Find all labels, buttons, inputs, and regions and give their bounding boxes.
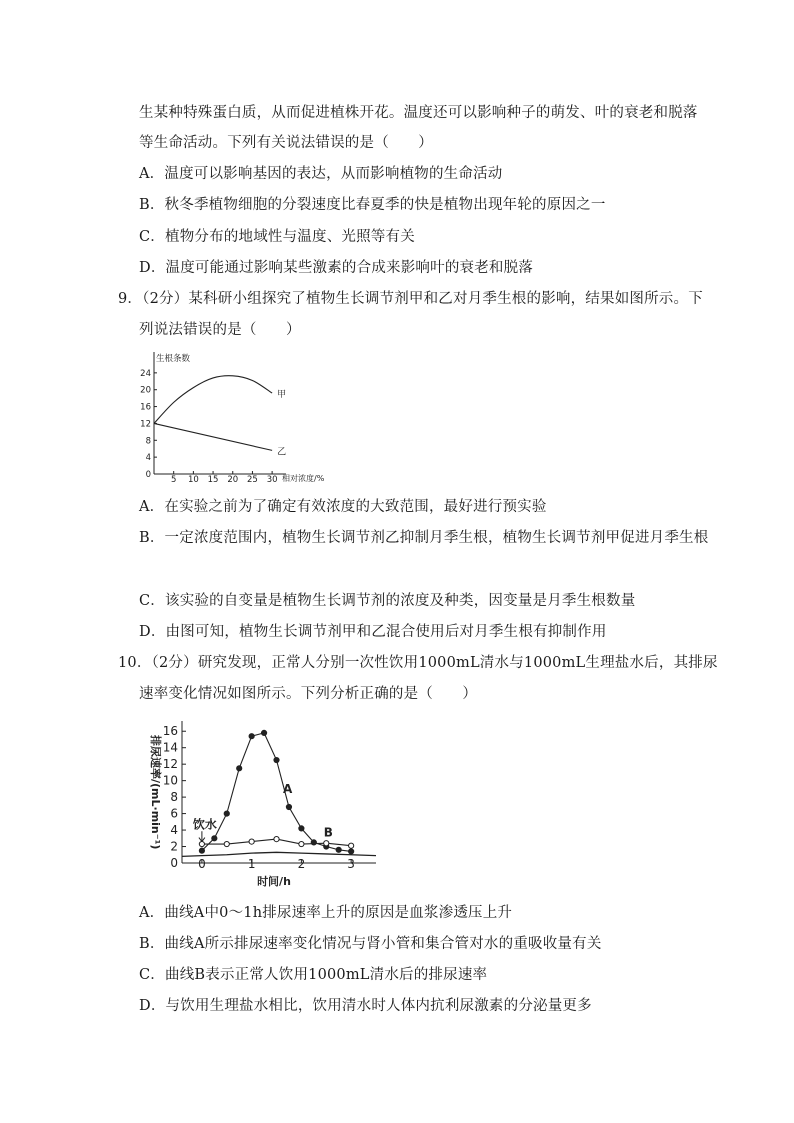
q9-stem-line-1: 9．（2分）某科研小组探究了植物生长调节剂甲和乙对月季生根的影响，结果如图所示。下: [118, 291, 703, 307]
data-point-B: [274, 837, 279, 842]
q9-option-c: C．该实验的自变量是植物生长调节剂的浓度及种类，因变量是月季生根数量: [139, 593, 636, 609]
y-tick-label: 20: [140, 385, 151, 396]
y-tick-label: 2: [170, 839, 178, 854]
intro-line-2: 等生命活动。下列有关说法错误的是（ ）: [139, 135, 433, 151]
intro-option-a: A．温度可以影响基因的表达，从而影响植物的生命活动: [139, 166, 503, 182]
data-point-B: [199, 841, 204, 846]
q10-stem-line-2: 速率变化情况如图所示。下列分析正确的是（ ）: [139, 686, 478, 702]
x-tick-label: 30: [266, 475, 278, 485]
q9-option-d: D．由图可知，植物生长调节剂甲和乙混合使用后对月季生根有抑制作用: [139, 624, 607, 640]
q9-option-b: B．一定浓度范围内，植物生长调节剂乙抑制月季生根，植物生长调节剂甲促进月季生根: [139, 530, 709, 546]
q10-option-d: D．与饮用生理盐水相比，饮用清水时人体内抗利尿激素的分泌量更多: [139, 998, 592, 1014]
y-tick-label: 0: [145, 470, 151, 480]
x-tick-label: 3: [347, 857, 355, 871]
intro-option-b: B．秋冬季植物细胞的分裂速度比春夏季的快是植物出现年轮的原因之一: [139, 197, 606, 213]
q9-stem-line-2: 列说法错误的是（ ）: [139, 322, 301, 338]
y-tick-label: 10: [162, 773, 178, 788]
data-point-A: [237, 766, 242, 771]
series-line-baseline: [182, 852, 376, 856]
q10-option-c: C．曲线B表示正常人饮用1000mL清水后的排尿速率: [139, 967, 488, 983]
data-point-A: [274, 757, 279, 762]
y-tick-label: 12: [140, 419, 151, 430]
series-label-甲: 甲: [277, 390, 287, 401]
q9-option-a: A．在实验之前为了确定有效浓度的大致范围，最好进行预实验: [139, 499, 547, 515]
y-tick-label: 14: [162, 740, 178, 755]
data-point-A: [249, 734, 254, 739]
x-tick-label: 5: [170, 475, 177, 485]
data-point-A: [286, 804, 291, 809]
y-axis-label: 排尿速率/(mL·min⁻¹): [149, 735, 162, 850]
y-tick-label: 8: [145, 436, 151, 447]
q10-option-b: B．曲线A所示排尿速率变化情况与肾小管和集合管对水的重吸收量有关: [139, 936, 602, 952]
x-tick-label: 15: [207, 475, 219, 485]
data-point-B: [299, 841, 304, 846]
intro-option-c: C．植物分布的地域性与温度、光照等有关: [139, 229, 415, 245]
x-tick-label: 20: [227, 475, 239, 485]
series-line-乙: [154, 423, 272, 450]
y-tick-label: 8: [170, 790, 178, 805]
y-tick-label: 16: [162, 724, 178, 739]
annotation-label: 饮水: [192, 817, 217, 832]
data-point-A: [212, 836, 217, 841]
series-label-B: B: [323, 825, 333, 840]
data-point-B: [249, 839, 254, 844]
data-point-B: [349, 843, 354, 848]
intro-option-d: D．温度可能通过影响某些激素的合成来影响叶的衰老和脱落: [139, 260, 534, 276]
y-tick-label: 4: [145, 453, 151, 464]
x-tick-label: 1: [247, 857, 256, 871]
intro-line-1: 生某种特殊蛋白质，从而促进植株开花。温度还可以影响种子的萌发、叶的衰老和脱落: [139, 105, 698, 121]
y-tick-label: 24: [140, 368, 151, 379]
y-tick-label: 12: [162, 757, 178, 772]
q10-stem-line-1: 10．（2分）研究发现，正常人分别一次性饮用1000mL清水与1000mL生理盐水后，其排尿: [118, 655, 718, 671]
q9-chart: [140, 346, 325, 486]
data-point-B: [324, 841, 329, 846]
series-label-A: A: [282, 782, 293, 796]
y-tick-label: 4: [170, 823, 178, 838]
data-point-A: [349, 849, 354, 854]
q10-option-a: A．曲线A中0～1h排尿速率上升的原因是血浆渗透压上升: [139, 905, 513, 921]
x-tick-label: 2: [297, 857, 306, 871]
data-point-A: [199, 848, 204, 853]
y-axis-label: 生根条数: [156, 354, 191, 364]
data-point-A: [224, 811, 229, 816]
x-tick-label: 25: [247, 475, 258, 485]
x-tick-label: 10: [187, 475, 199, 485]
data-point-B: [224, 841, 229, 846]
data-point-A: [261, 730, 266, 735]
y-tick-label: 0: [170, 856, 178, 870]
q10-chart: [140, 715, 385, 890]
y-tick-label: 6: [170, 806, 178, 821]
x-tick-label: 0: [198, 857, 206, 871]
x-axis-label: 时间/h: [257, 875, 291, 888]
data-point-A: [336, 847, 341, 852]
data-point-A: [299, 826, 304, 831]
series-line-甲: [154, 376, 272, 424]
x-axis-label: 相对浓度/%: [282, 474, 325, 483]
series-label-乙: 乙: [277, 447, 287, 458]
y-tick-label: 16: [140, 402, 151, 413]
